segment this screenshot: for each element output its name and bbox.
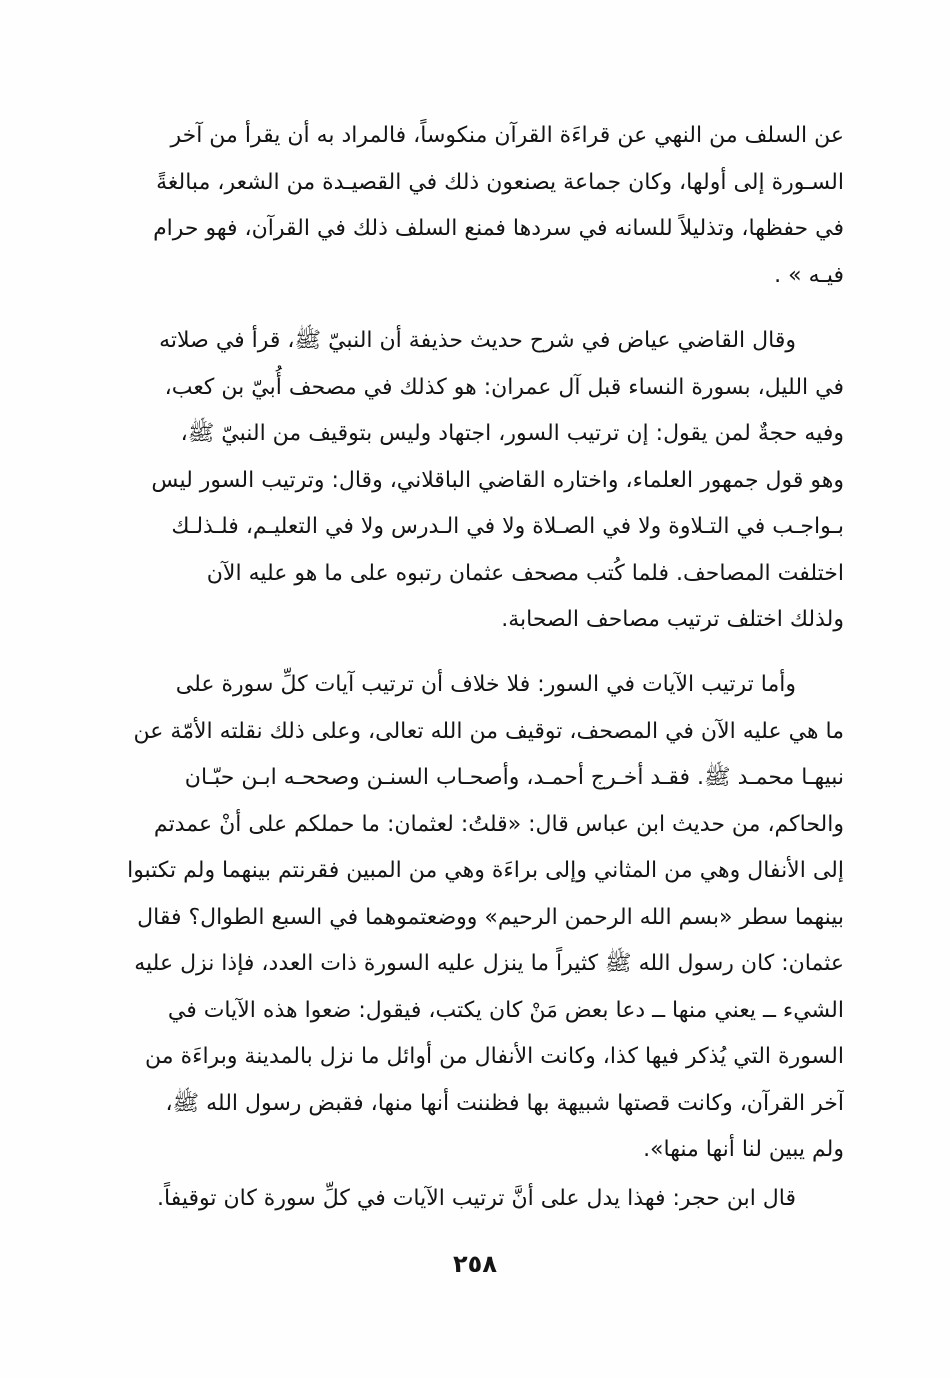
text-line: فيـه » . [774,262,844,288]
text-line: عن السلف من النهي عن قراءَة القرآن منكوساً، فالمراد به أن يقرأ من آخر [170,123,844,148]
text-line: ولم يبين لنا أنها منها». [643,1137,844,1162]
text-line: بينهما سطر «بسم الله الرحمن الرحيم» ووضعتموهما في السبع الطوال؟ فقال [137,904,844,930]
text-line: وهو قول جمهور العلماء، واختاره القاضي الباقلاني، وقال: وترتيب السور ليس [151,467,844,493]
paragraph-1 [84,113,844,299]
text-line: وفيه حجةٌ لمن يقول: إن ترتيب السور، اجتهاد وليس بتوقيف من النبيّ ﷺ، [180,421,844,446]
text-line: قال ابن حجر: فهذا يدل على أنَّ ترتيب الآيات في كلِّ سورة كان توقيفاً. [157,1186,796,1211]
text-line: الشيء ــ يعني منها ــ دعا بعض مَنْ كان يكتب، فيقول: ضعوا هذه الآيات في [167,997,844,1023]
text-line: ما هي عليه الآن في المصحف، توقيف من الله تعالى، وعلى ذلك نقلته الأمّة عن [133,718,844,744]
text-line: في حفظها، وتذليلاً للسانه في سردها فمنع السلف ذلك في القرآن، فهو حرام [153,216,844,241]
text-line: في الليل، بسورة النساء قبل آل عمران: هو كذلك في مصحف أُبيّ بن كعب، [164,374,844,400]
paragraph-2 [84,318,844,644]
paragraph-3 [84,662,844,1174]
text-line: إلى الأنفال وهي من المثاني وإلى براءَة وهي من المبين فقرنتم بينهما ولم تكتبوا [127,858,844,883]
text-line: السورة التي يُذكر فيها كذا، وكانت الأنفال من أوائل ما نزل بالمدينة وبراءَة من [145,1044,844,1069]
text-line: ولذلك اختلف ترتيب مصاحف الصحابة. [501,607,844,632]
text-line: وقال القاضي عياض في شرح حديث حذيفة أن النبيّ ﷺ، قرأ في صلاته [159,328,796,353]
page-number: ٢٥٨ [453,1250,497,1278]
text-line: السـورة إلى أولها، وكان جماعة يصنعون ذلك في القصيـدة من الشعر، مبالغةً [156,169,844,195]
text-line: آخر القرآن، وكانت قصتها شبيهة بها فظننت أنها منها، فقبض رسول الله ﷺ، [165,1090,844,1116]
paragraph-4 [84,1176,844,1223]
text-line: والحاكم، من حديث ابن عباس قال: «قلتُ: لعثمان: ما حملكم على أنْ عمدتم [153,811,844,837]
text-line: بـواجـب في التـلاوة ولا في الصـلاة ولا في الـدرس ولا في التعليـم، فلـذلـك [171,514,844,539]
text-line: نبيهـا محمـد ﷺ. فقـد أخـرج أحمـد، وأصحـاب السنـن وصححـه ابـن حبّـان [184,765,844,790]
text-line: اختلفت المصاحف. فلما كُتب مصحف عثمان رتبوه على ما هو عليه الآن [206,560,844,586]
text-line: وأما ترتيب الآيات في السور: فلا خلاف أن ترتيب آيات كلِّ سورة على [175,672,796,697]
text-line: عثمان: كان رسول الله ﷺ كثيراً ما ينزل عليه السورة ذات العدد، فإذا نزل عليه [134,951,844,976]
